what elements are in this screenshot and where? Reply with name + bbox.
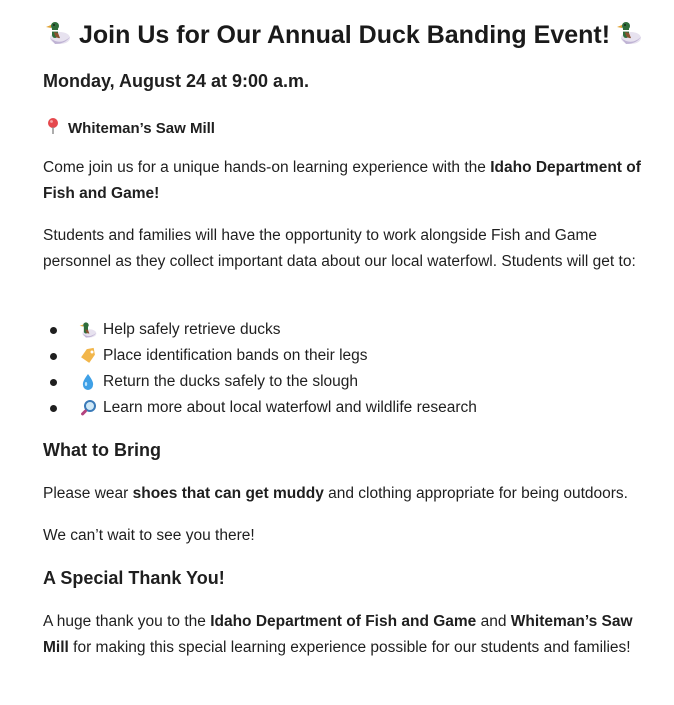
- thanks-org-2: Whiteman’s Saw Mill: [43, 613, 633, 656]
- thanks-paragraph: [43, 609, 653, 661]
- what-to-bring-heading: What to Bring: [43, 440, 161, 460]
- list-item: [43, 369, 477, 395]
- page-title: [45, 20, 642, 53]
- bring-text-end: and clothing appropriate for being outdoors.: [323, 485, 628, 502]
- closing-paragraph: We can’t wait to see you there!: [43, 527, 255, 544]
- magnifier-icon: [79, 399, 97, 417]
- activities-list: [43, 317, 477, 421]
- list-item: [43, 343, 477, 369]
- bullet: [50, 327, 57, 334]
- intro-paragraph: [43, 155, 653, 207]
- students-paragraph: Students and families will have the opportunity to work alongside Fish and Game personnel as they collect important data about our local waterfowl. Students will get to:: [43, 227, 636, 270]
- page-title-text: Join Us for Our Annual Duck Banding Event!: [79, 21, 611, 49]
- droplet-icon: [79, 373, 97, 391]
- intro-org: Idaho Department of Fish and Game: [43, 159, 641, 202]
- list-item: [43, 395, 477, 421]
- bullet: [50, 405, 57, 412]
- duck-icon: [79, 321, 97, 339]
- bring-paragraph: [43, 481, 653, 507]
- intro-exclaim: !: [154, 185, 160, 202]
- bullet: [50, 379, 57, 386]
- bring-text: Please wear: [43, 485, 133, 502]
- thanks-text: A huge thank you to the: [43, 613, 211, 630]
- thanks-text-end: for making this special learning experience possible for our students and families!: [68, 639, 631, 656]
- bullet: [50, 353, 57, 360]
- list-item: [43, 317, 477, 343]
- activity-text: Return the ducks safely to the slough: [103, 373, 359, 390]
- event-location: [46, 117, 215, 139]
- duck-icon: [616, 20, 642, 53]
- bring-emphasis: shoes that can get muddy: [132, 485, 324, 502]
- intro-text: Come join us for a unique hands-on learning experience with the: [43, 159, 491, 176]
- activity-text: Learn more about local waterfowl and wildlife research: [103, 399, 477, 416]
- activity-text: Place identification bands on their legs: [103, 347, 368, 364]
- thank-you-heading: A Special Thank You!: [43, 568, 225, 588]
- thanks-and: and: [476, 613, 511, 630]
- tag-icon: [79, 347, 97, 365]
- event-date: Monday, August 24 at 9:00 a.m.: [43, 71, 310, 91]
- thanks-org-1: Idaho Department of Fish and Game: [210, 613, 477, 630]
- pin-icon: [46, 117, 60, 139]
- activity-text: Help safely retrieve ducks: [103, 321, 281, 338]
- duck-icon: [45, 20, 71, 53]
- location-text: Whiteman’s Saw Mill: [68, 120, 215, 137]
